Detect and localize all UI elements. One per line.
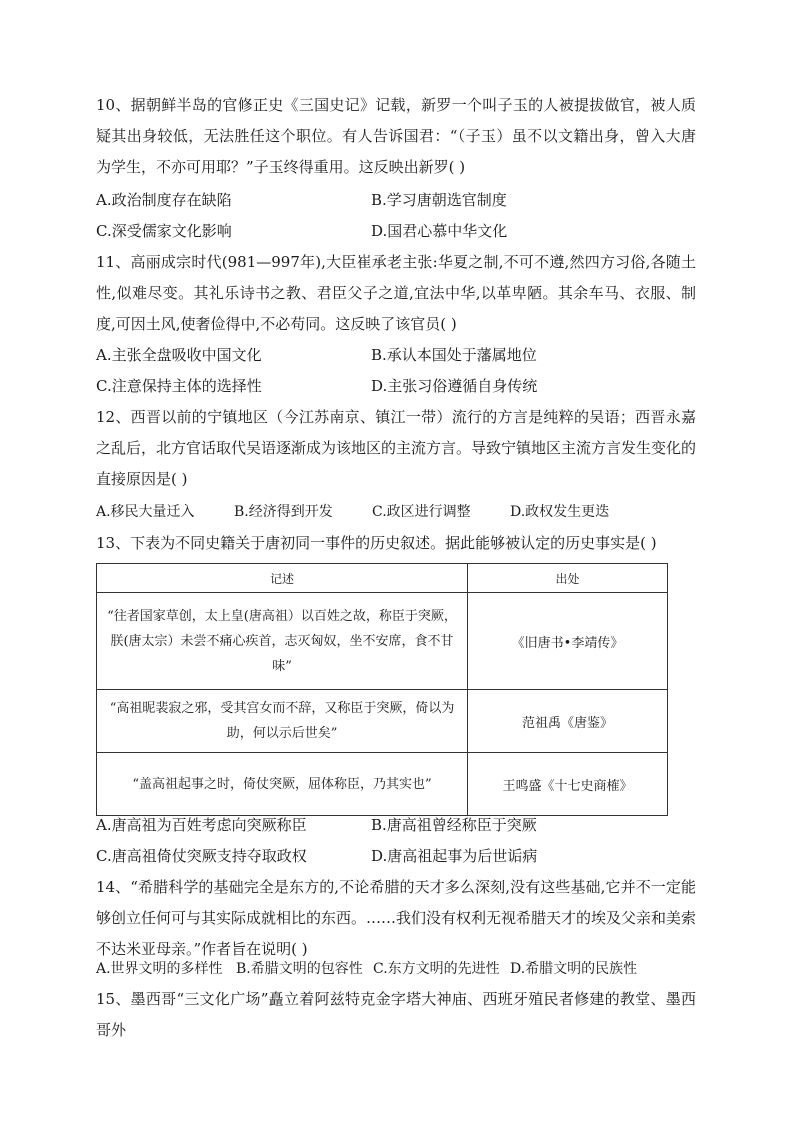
question-11-option-d: D.主张习俗遵循自身传统: [371, 377, 538, 395]
question-12-option-d: D.政权发生更迭: [510, 504, 610, 520]
question-10-options-2: [96, 216, 696, 247]
question-13-option-b: B.唐高祖曾经称臣于突厥: [371, 816, 537, 834]
question-12-option-b: B.经济得到开发: [234, 504, 333, 520]
question-14-option-a: A.世界文明的多样性: [96, 961, 223, 977]
question-11-options-2: [96, 371, 696, 402]
table-header-record: 记述: [97, 564, 468, 593]
table-cell-source: 王鸣盛《十七史商榷》: [468, 753, 668, 816]
question-12-stem: 12、西晋以前的宁镇地区（今江苏南京、镇江一带）流行的方言是纯粹的吴语；西晋永嘉之乱后，北方官话取代吴语逐渐成为该地区的主流方言。导致宁镇地区主流方言发生变化的直接原因是( ): [96, 408, 697, 488]
question-10-option-c: C.深受儒家文化影响: [96, 222, 232, 240]
question-14-option-c: C.东方文明的先进性: [373, 961, 500, 977]
table-cell-record: “往者国家草创，太上皇(唐高祖）以百姓之故，称臣于突厥，朕(唐太宗）未尝不痛心疾首，志灭匈奴，坐不安席，食不甘味”: [97, 593, 468, 690]
question-11-option-b: B.承认本国处于藩属地位: [371, 346, 537, 364]
question-10-option-a: A.政治制度存在缺陷: [96, 191, 232, 209]
question-13-option-a: A.唐高祖为百姓考虑向突厥称臣: [96, 816, 307, 834]
table-header-row: [97, 564, 668, 593]
question-11-option-c: C.注意保持主体的选择性: [96, 377, 262, 395]
question-10-option-b: B.学习唐朝选官制度: [371, 191, 507, 209]
question-14-option-d: D.希腊文明的民族性: [510, 961, 638, 977]
question-12-option-a: A.移民大量迁入: [96, 504, 195, 520]
question-13-option-c: C.唐高祖倚仗突厥支持夺取政权: [96, 847, 307, 865]
question-13-option-d: D.唐高祖起事为后世诟病: [371, 847, 538, 865]
table-header-source: 出处: [468, 564, 668, 593]
question-10-stem: 10、据朝鲜半岛的官修正史《三国史记》记载，新罗一个叫子玉的人被提拔做官，被人质疑其出身较低，无法胜任这个职位。有人告诉国君：“（子玉）虽不以文籍出身，曾入大唐为学生，不亦可用耶？”子玉终得重用。这反映出新罗( ): [96, 96, 696, 176]
question-11-stem: 11、高丽成宗时代(981—997年),大臣崔承老主张:华夏之制,不可不遵,然四方习俗,各随土性,似难尽变。其礼乐诗书之教、君臣父子之道,宜法中华,以革卑陋。其余车马、衣服、制度,可因土风,使奢俭得中,不必苟同。这反映了该官员( ): [96, 253, 696, 333]
question-12-options: [96, 497, 696, 528]
question-14-stem: 14、“希腊科学的基础完全是东方的,不论希腊的天才多么深刻,没有这些基础,它并不一定能够创立任何可与其实际成就相比的东西。……我们没有权利无视希腊天才的埃及父亲和美索不达米亚母亲。”作者旨在说明( ): [96, 878, 697, 958]
question-12-option-c: C.政区进行调整: [372, 504, 471, 520]
question-14-options: [96, 954, 696, 985]
question-11-options: [96, 340, 696, 371]
table-row: [97, 690, 668, 753]
question-13-stem: 13、下表为不同史籍关于唐初同一事件的历史叙述。据此能够被认定的历史事实是( ): [96, 534, 657, 552]
table-cell-source: 范祖禹《唐鉴》: [468, 690, 668, 753]
table-row: [97, 753, 668, 816]
question-15-stem: 15、墨西哥“三文化广场”矗立着阿兹特克金字塔大神庙、西班牙殖民者修建的教堂、墨西哥外: [96, 990, 696, 1039]
question-13-options-2: [96, 841, 696, 872]
table-cell-record: “盖高祖起事之时，倚仗突厥，屈体称臣，乃其实也”: [97, 753, 468, 816]
question-13-options: [96, 810, 696, 841]
question-10-option-d: D.国君心慕中华文化: [371, 222, 508, 240]
table-cell-source: 《旧唐书•李靖传》: [468, 593, 668, 690]
question-10-options: [96, 185, 696, 216]
history-records-table: [96, 563, 668, 816]
table-row: [97, 593, 668, 690]
table-cell-record: “高祖昵裴寂之邪，受其宫女而不辞，又称臣于突厥，倚以为助，何以示后世矣”: [97, 690, 468, 753]
question-11-option-a: A.主张全盘吸收中国文化: [96, 346, 262, 364]
question-14-option-b: B.希腊文明的包容性: [236, 961, 363, 977]
